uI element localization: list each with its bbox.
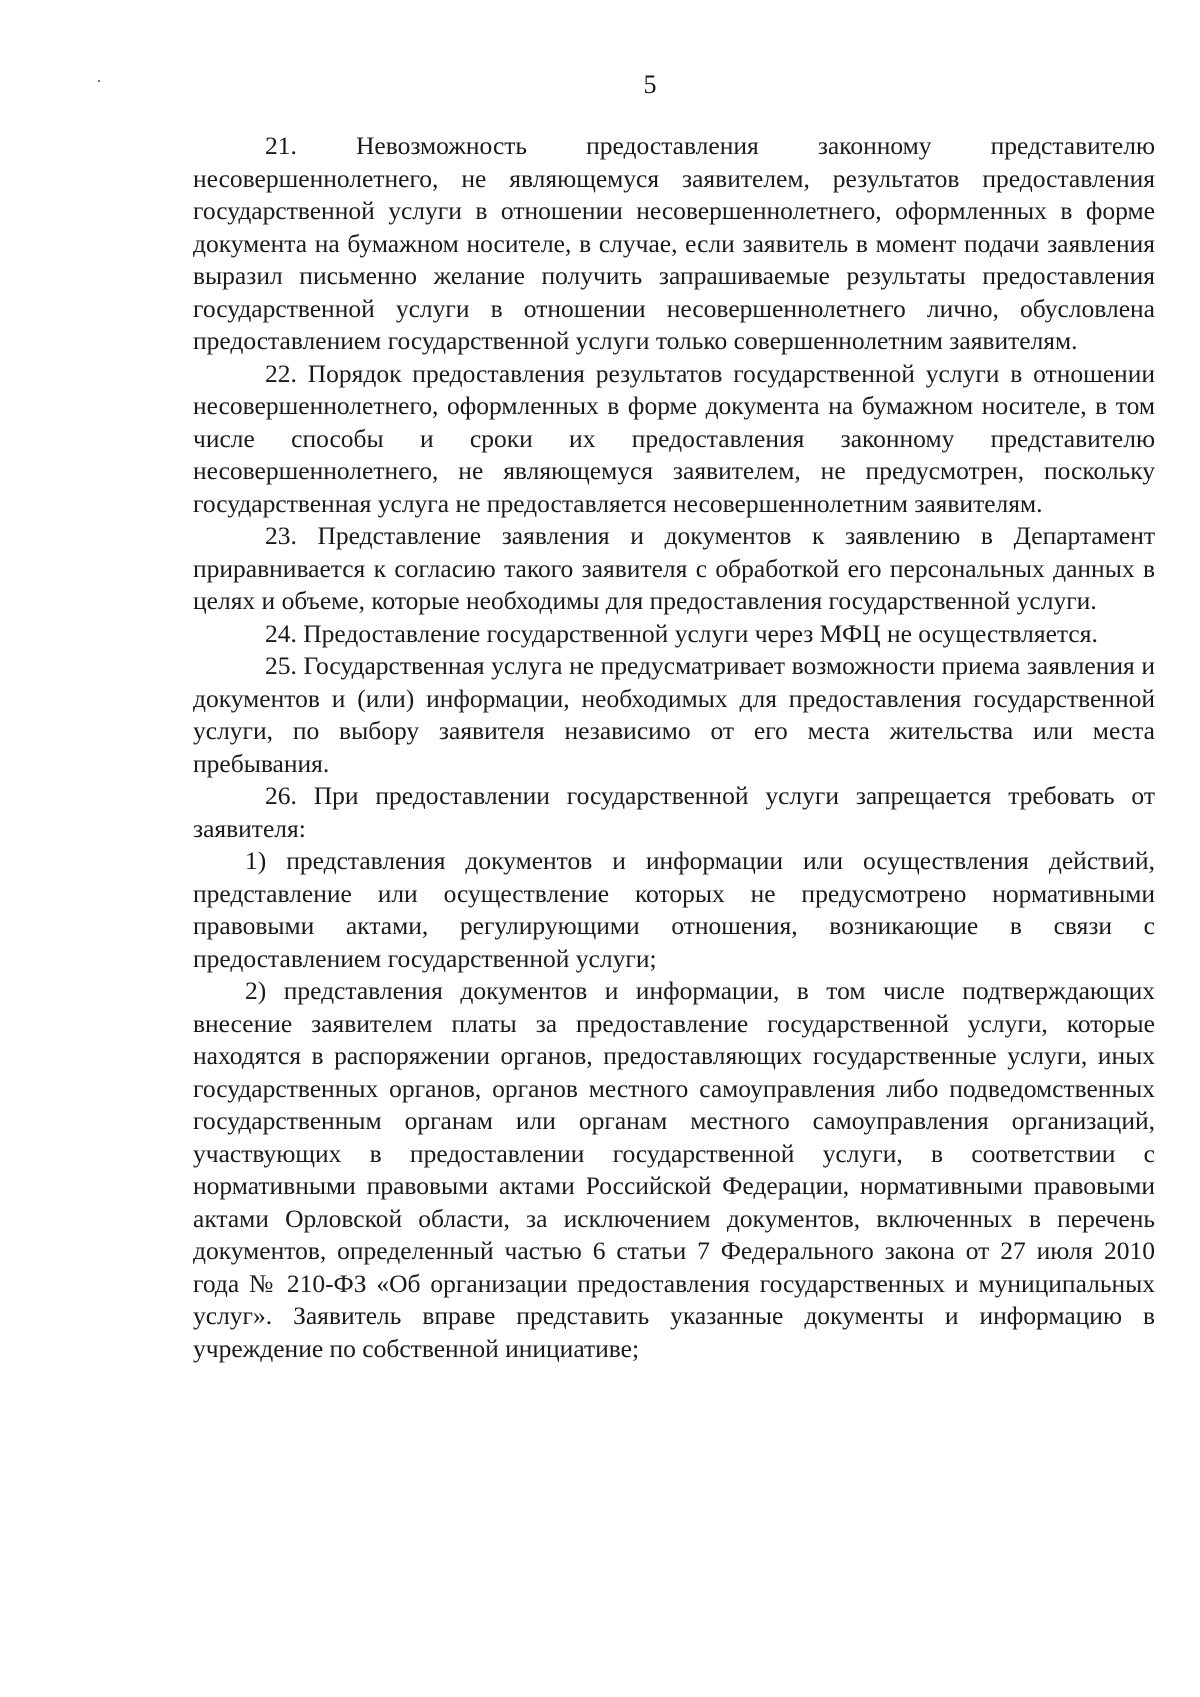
paragraph-22: 22. Порядок предоставления результатов государственной услуги в отношении несовершеннолетнего, оформленных в форме документа на бумажном носителе, в том числе способы и сроки их предоставления законному представителю несовершеннолетнего, не являющемуся заявителем, не предусмотрен, поскольку государственная услуга не предоставляется несовершеннолетним заявителям. xyxy=(193,358,1155,518)
paragraph-23: 23. Представление заявления и документов к заявлению в Департамент приравнивается к согласию такого заявителя с обработкой его персональных данных в целях и объеме, которые необходимы для предоставления государственной услуги. xyxy=(193,521,1155,615)
paragraph-21: 21. Невозможность предоставления законному представителю несовершеннолетнего, не являющемуся заявителем, результатов предоставления государственной услуги в отношении несовершеннолетнего, оформленных в форме документа на бумажном носителе, в случае, если заявитель в момент подачи заявления выразил письменно желание получить запрашиваемые результаты предоставления государственной услуги в отношении несовершеннолетнего лично, обусловлена предоставлением государственной услуги только совершеннолетним заявителям. xyxy=(193,131,1155,355)
list-item-1: 1) представления документов и информации или осуществления действий, представление или осуществление которых не предусмотрено нормативными правовыми актами, регулирующими отношения, возникающие в связи с предоставлением государственной услуги; xyxy=(193,846,1155,973)
paragraph-25: 25. Государственная услуга не предусматривает возможности приема заявления и документов и (или) информации, необходимых для предоставления государственной услуги, по выбору заявителя независимо от его места жительства или места пребывания. xyxy=(193,651,1155,778)
page-number: 5 xyxy=(643,70,657,99)
list-item-2: 2) представления документов и информации, в том числе подтверждающих внесение заявителем платы за предоставление государственной услуги, которые находятся в распоряжении органов, предоставляющих государственные услуги, иных государственных органов, органов местного самоуправления либо подведомственных государственным органам или органам местного самоуправления организаций, участвующих в предоставлении государственной услуги, в соответствии с нормативными правовыми актами Российской Федерации, нормативными правовыми актами Орловской области, за исключением документов, включенных в перечень документов, определенный частью 6 статьи 7 Федерального закона от 27 июля 2010 года № 210-ФЗ «Об организации предоставления государственных и муниципальных услуг». Заявитель вправе представить указанные документы и информацию в учреждение по собственной инициативе; xyxy=(193,976,1155,1363)
scan-speck xyxy=(98,80,100,82)
paragraph-26: 26. При предоставлении государственной услуги запрещается требовать от заявителя: xyxy=(193,781,1155,843)
document-body xyxy=(193,130,1155,1365)
paragraph-24: 24. Предоставление государственной услуги через МФЦ не осуществляется. xyxy=(265,618,1098,648)
